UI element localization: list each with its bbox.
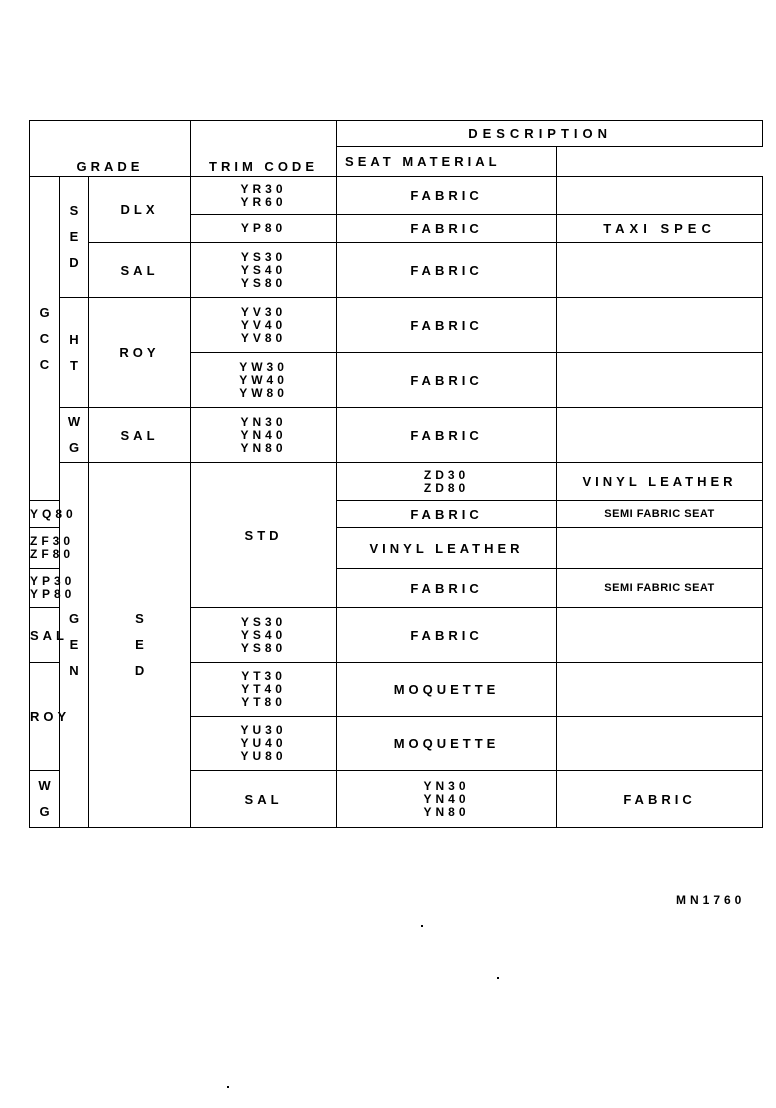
- seat-material-cell: FABRIC: [337, 569, 557, 608]
- grade-header: GRADE: [30, 121, 191, 177]
- trim-codes-cell: YU30 YU40 YU80: [191, 717, 337, 771]
- scan-speck: [497, 977, 499, 979]
- group-label-gen: G E N: [60, 463, 89, 828]
- scan-speck: [227, 1086, 229, 1088]
- trim-codes-cell: YS30 YS40 YS80: [191, 243, 337, 298]
- remark-cell: [557, 243, 763, 298]
- trim-codes-cell: YV30 YV40 YV80: [191, 298, 337, 353]
- seat-material-cell: MOQUETTE: [337, 663, 557, 717]
- grade-std: STD: [191, 463, 337, 608]
- seat-material-cell: FABRIC: [337, 408, 557, 463]
- remarks-header-blank: [557, 147, 763, 177]
- description-header: DESCRIPTION: [337, 121, 763, 147]
- trim-codes-cell: YP30 YP80: [30, 569, 60, 608]
- trim-codes-cell: YT30 YT40 YT80: [191, 663, 337, 717]
- grade-sal: SAL: [191, 771, 337, 828]
- trim-codes-cell: YN30 YN40 YN80: [337, 771, 557, 828]
- trim-codes-cell: YR30 YR60: [191, 177, 337, 215]
- seat-material-cell: FABRIC: [337, 298, 557, 353]
- type-label-gen-sed: S E D: [89, 463, 191, 828]
- trim-codes-cell: ZD30 ZD80: [337, 463, 557, 501]
- remark-cell: [557, 608, 763, 663]
- remark-cell: TAXI SPEC: [557, 215, 763, 243]
- type-label-gcc-sed: S E D: [60, 177, 89, 298]
- grade-sal: SAL: [89, 243, 191, 298]
- trim-code-header: TRIM CODE: [191, 121, 337, 177]
- seat-material-cell: FABRIC: [557, 771, 763, 828]
- type-label-gcc-wg: W G: [60, 408, 89, 463]
- grade-sal: SAL: [89, 408, 191, 463]
- trim-codes-cell: YN30 YN40 YN80: [191, 408, 337, 463]
- document-id: MN1760: [676, 893, 746, 907]
- seat-material-cell: FABRIC: [337, 215, 557, 243]
- type-label-gcc-ht: H T: [60, 298, 89, 408]
- remark-cell: SEMI FABRIC SEAT: [557, 501, 763, 528]
- trim-codes-cell: ZF30 ZF80: [30, 528, 60, 569]
- trim-codes-cell: YS30 YS40 YS80: [191, 608, 337, 663]
- remark-cell: SEMI FABRIC SEAT: [557, 569, 763, 608]
- seat-material-cell: FABRIC: [337, 353, 557, 408]
- scan-speck: [421, 925, 423, 927]
- remark-cell: [557, 408, 763, 463]
- grade-sal: SAL: [30, 608, 60, 663]
- seat-material-cell: VINYL LEATHER: [337, 528, 557, 569]
- trim-code-table: [29, 120, 763, 828]
- seat-material-cell: MOQUETTE: [337, 717, 557, 771]
- seat-material-cell: VINYL LEATHER: [557, 463, 763, 501]
- remark-cell: [557, 298, 763, 353]
- seat-material-cell: FABRIC: [337, 608, 557, 663]
- trim-codes-cell: YQ80: [30, 501, 60, 528]
- grade-roy: ROY: [89, 298, 191, 408]
- remark-cell: [557, 177, 763, 215]
- type-label-gen-wg: W G: [30, 771, 60, 828]
- seat-material-header: SEAT MATERIAL: [337, 147, 557, 177]
- seat-material-cell: FABRIC: [337, 177, 557, 215]
- grade-roy: ROY: [30, 663, 60, 771]
- remark-cell: [557, 663, 763, 717]
- remark-cell: [557, 528, 763, 569]
- trim-codes-cell: YW30 YW40 YW80: [191, 353, 337, 408]
- seat-material-cell: FABRIC: [337, 501, 557, 528]
- trim-codes-cell: YP80: [191, 215, 337, 243]
- seat-material-cell: FABRIC: [337, 243, 557, 298]
- grade-dlx: DLX: [89, 177, 191, 243]
- group-label-gcc: G C C: [30, 177, 60, 501]
- remark-cell: [557, 353, 763, 408]
- remark-cell: [557, 717, 763, 771]
